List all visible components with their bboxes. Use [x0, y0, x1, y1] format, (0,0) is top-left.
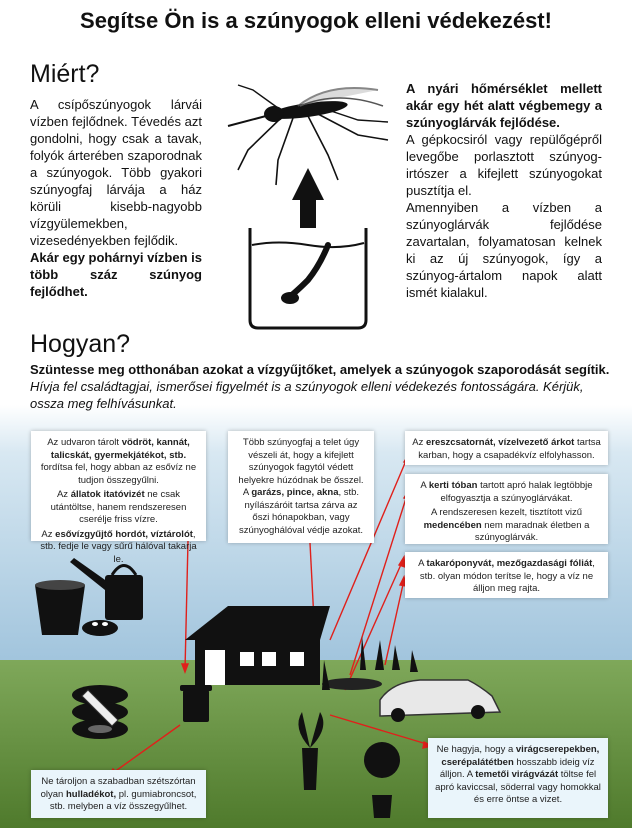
box4-text: A rendszeresen kezelt, tisztított vizű: [430, 507, 582, 518]
box4-text: nem maradnak életben a szúnyoglárvák.: [474, 519, 590, 543]
why-emphasis: Akár egy pohárnyi vízben is több száz szúnyog fejlődhet.: [30, 250, 202, 299]
info-box-flowerpots: [428, 738, 608, 818]
info-box-tarp: [405, 552, 608, 598]
box4-text: A: [420, 480, 429, 491]
box2-bold: garázs, pince, akna: [251, 487, 339, 498]
box7-bold: temetői virágvázát: [475, 769, 559, 780]
box2-text: Több szúnyogfaj a telet úgy vészeli át, hogy a kifejlett szúnyogok fagytól védett helyekre húzódnak be ősszel. A: [238, 437, 364, 498]
box5-bold: takaróponyvát, mezőgazdasági fóliát: [426, 558, 593, 569]
garden-pond: [322, 678, 382, 690]
car-icon: [380, 680, 500, 722]
box3-bold: ereszcsatornát, vízelvezető árkot: [425, 437, 575, 448]
trash-bin-icon: [180, 685, 212, 722]
box5-text: A: [418, 558, 427, 569]
box1-bold: esővízgyűjtő hordót, víztárolót: [55, 528, 193, 540]
box2-text: , stb. nyílászáróit tartsa zárva az őszi hónapokban, vagy szúnyoghálóval védje azokat.: [238, 487, 364, 536]
box1-bold: állatok itatóvizét: [70, 489, 145, 500]
box1-text: fordítsa fel, hogy abban az esővíz ne tudjon összegyűlni.: [40, 462, 197, 486]
box4-bold: kerti tóban: [428, 480, 478, 491]
flower-pot-icon: [298, 712, 400, 818]
box6-text: pl. gumiabroncsot, stb. melyben a víz összegyűlhet.: [49, 788, 197, 812]
info-box-waste: [31, 770, 206, 818]
right-emphasis: A nyári hőmérséklet mellett akár egy hét alatt végbemegy a szúnyoglárvák fejlődése.: [406, 81, 602, 130]
page-title: Segítse Ön is a szúnyogok elleni védekezést!: [80, 8, 552, 33]
box7-bold: virágcserepekben, cserépalátétben: [441, 744, 600, 768]
box1-text: ne csak utántöltse, hanem rendszeresen cserélje friss vízre.: [50, 489, 187, 525]
box1-text: Az: [41, 528, 56, 540]
box7-text: Ne hagyja, hogy a: [436, 744, 516, 755]
why-heading: Miért?: [30, 60, 100, 88]
box3-text: tartsa karban, hogy a csapadékvíz elfolyhasson.: [418, 437, 601, 461]
how-lead: Szüntesse meg otthonában azokat a vízgyűjtőket, amelyek a szúnyogok szaporodását segítik.: [30, 362, 610, 377]
box4-text: tartott apró halak legtöbbje elfogyasztja a szúnyoglárvákat.: [440, 480, 593, 504]
how-heading: Hogyan?: [30, 330, 131, 358]
box7-text: töltse fel apró kaviccsal, söderral vagy homokkal és erre öntse a vizet.: [435, 769, 601, 805]
info-box-gutter: [405, 431, 608, 465]
box6-bold: hulladékot,: [65, 788, 117, 800]
box1-text: , stb. fedje le vagy sűrű hálóval takarja le.: [40, 528, 197, 565]
right-paragraph-1: A gépkocsiról vagy repülőgépről levegőbe porlasztott szúnyog-irtószer a kifejlett szúnyogokat pusztítja el.: [406, 132, 602, 198]
info-box-pond: [405, 474, 608, 544]
why-paragraph: A csípőszúnyogok lárvái vízben fejlődnek. Tévedés azt gondolni, hogy csak a tavak, folyók árterében szaporodnak a szúnyogok. Több gyakori szúnyogfaj lárvája a ház körüli kisebb-nagyobb vízgyülemekben, vizesedényekben fejlődik.: [30, 97, 202, 248]
box1-bold: vödröt, kannát, talicskát, gyermekjátékot, stb.: [50, 437, 190, 461]
bucket-icon: [35, 580, 85, 635]
house-icon: [185, 606, 330, 685]
box5-text: , stb. olyan módon terítse le, hogy a víz ne álljon meg rajta.: [419, 558, 595, 594]
box4-bold: medencében: [423, 519, 482, 531]
box6-text: Ne tároljon a szabadban szétszórtan olyan: [40, 776, 196, 800]
box1-text: Az udvaron tárolt: [47, 437, 122, 448]
right-paragraph-2: Amennyiben a vízben a szúnyoglárvák fejlődése zavartalan, folyamatosan kelnek ki az új szúnyogok, így a szúnyog-ártalom napok alatt ismét kialakul.: [406, 200, 602, 300]
box1-text: Az: [56, 489, 71, 500]
info-box-containers: [31, 431, 206, 565]
bowl-icon: [82, 620, 118, 636]
box7-text: hosszabb ideig víz álljon. A: [439, 756, 595, 780]
how-italic: Hívja fel családtagjai, ismerősei figyelmét is a szúnyogok elleni védekezés fontosságára. Kérjük, ossza meg felhívásunkat.: [30, 379, 584, 411]
info-box-winter: [228, 431, 374, 543]
box3-text: Az: [412, 437, 426, 448]
